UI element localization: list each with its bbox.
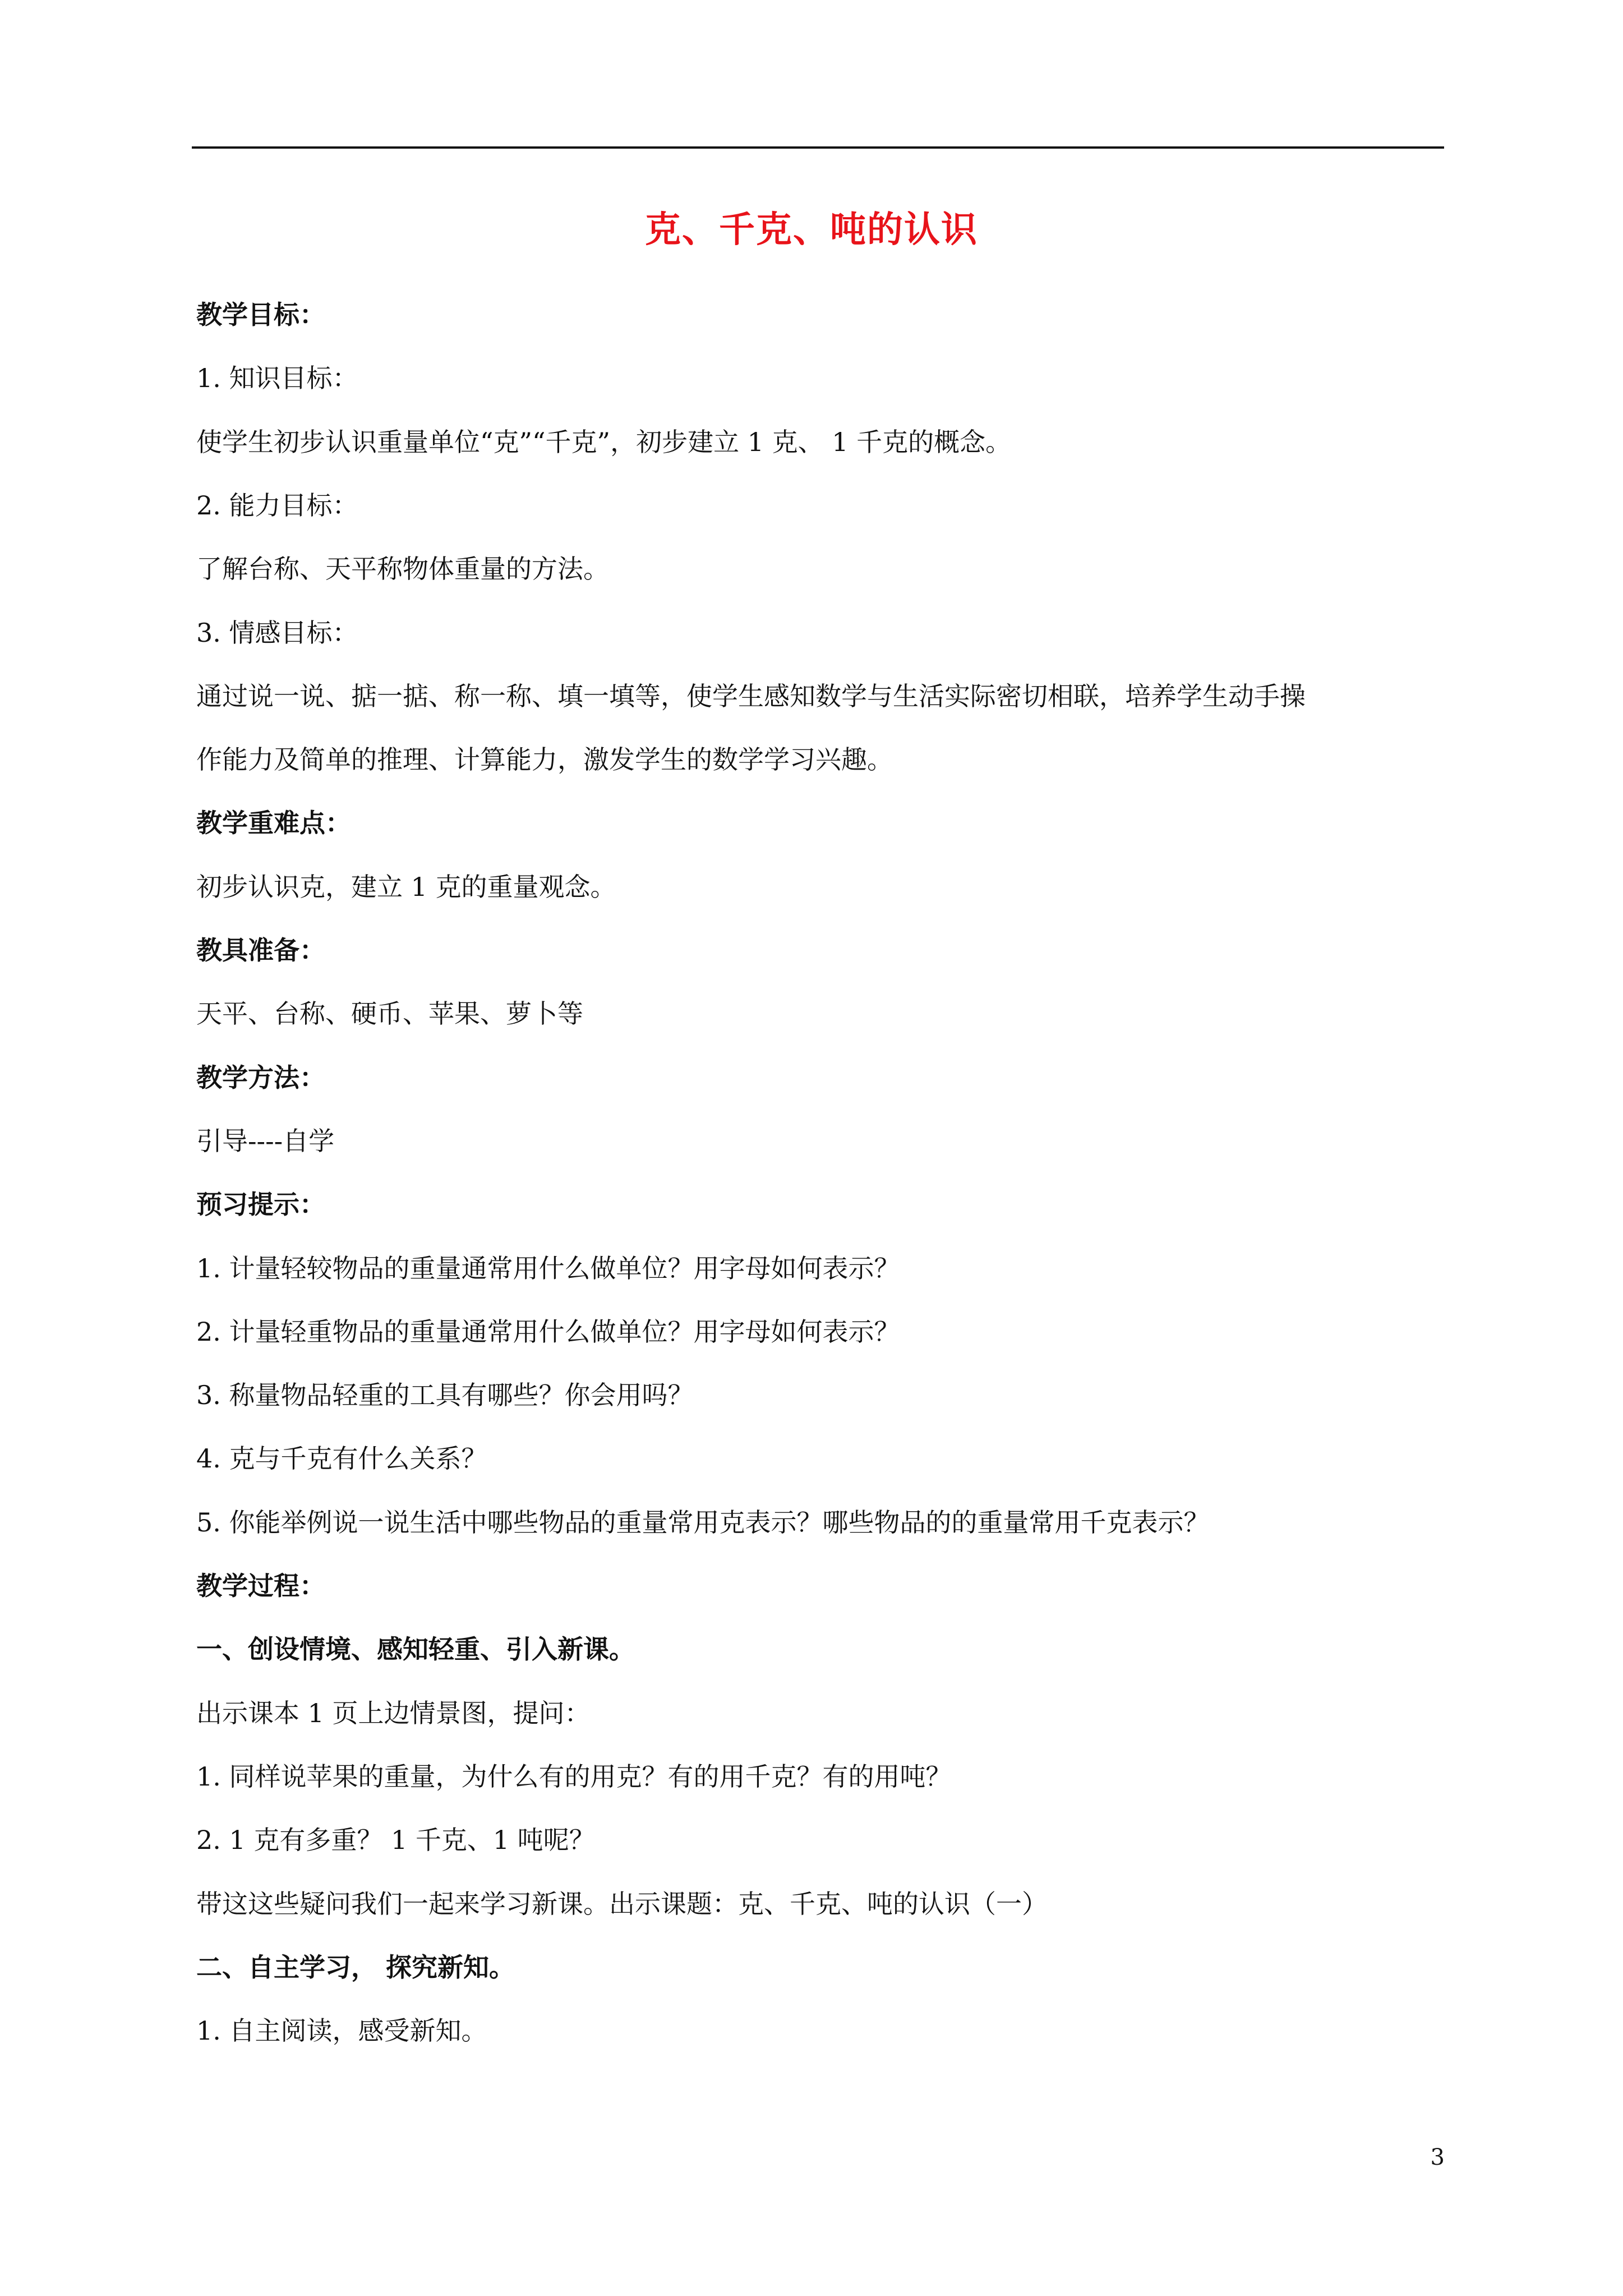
body-line: 2. 能力目标：	[196, 490, 358, 521]
body-line: 2. 计量轻重物品的重量通常用什么做单位？用字母如何表示？	[196, 1317, 900, 1347]
body-line: 引导----自学	[196, 1126, 335, 1156]
body-line: 1. 同样说苹果的重量，为什么有的用克？有的用千克？有的用吨？	[196, 1761, 952, 1792]
body-line: 通过说一说、掂一掂、称一称、填一填等，使学生感知数学与生活实际密切相联，培养学生动手操	[196, 681, 1306, 711]
body-line: 1. 自主阅读，感受新知。	[196, 2016, 487, 2046]
body-line: 了解台称、天平称物体重量的方法。	[196, 554, 609, 584]
body-line: 2. 1 克有多重？ 1 千克、1 吨呢？	[196, 1825, 595, 1855]
body-line: 天平、台称、硬币、苹果、萝卜等	[196, 999, 583, 1029]
section-heading: 教学目标：	[196, 300, 325, 330]
body-line: 3. 称量物品轻重的工具有哪些？你会用吗？	[196, 1380, 694, 1410]
body-line: 使学生初步认识重量单位“克”“千克”，初步建立 1 克、 1 千克的概念。	[196, 427, 1012, 457]
body-line: 带这这些疑问我们一起来学习新课。出示课题：克、千克、吨的认识（一）	[196, 1889, 1048, 1919]
section-heading: 一、创设情境、感知轻重、引入新课。	[196, 1634, 635, 1664]
document-title: 克、千克、吨的认识	[645, 209, 978, 251]
header-rule	[192, 146, 1444, 149]
section-heading: 教学方法：	[196, 1062, 325, 1093]
section-heading: 教学重难点：	[196, 808, 351, 838]
section-heading: 二、自主学习， 探究新知。	[196, 1952, 515, 1982]
section-heading: 预习提示：	[196, 1189, 325, 1220]
body-line: 5. 你能举例说一说生活中哪些物品的重量常用克表示？哪些物品的的重量常用千克表示？	[196, 1507, 1210, 1538]
body-line: 3. 情感目标：	[196, 618, 358, 648]
body-line: 作能力及简单的推理、计算能力，激发学生的数学学习兴趣。	[196, 744, 893, 775]
page-number: 3	[1430, 2145, 1445, 2170]
section-heading: 教学过程：	[196, 1571, 325, 1601]
body-line: 1. 知识目标：	[196, 363, 358, 393]
body-line: 4. 克与千克有什么关系？	[196, 1443, 487, 1474]
body-line: 1. 计量轻较物品的重量通常用什么做单位？用字母如何表示？	[196, 1253, 900, 1283]
section-heading: 教具准备：	[196, 935, 325, 965]
body-line: 初步认识克，建立 1 克的重量观念。	[196, 872, 616, 902]
body-line: 出示课本 1 页上边情景图，提问：	[196, 1698, 591, 1728]
